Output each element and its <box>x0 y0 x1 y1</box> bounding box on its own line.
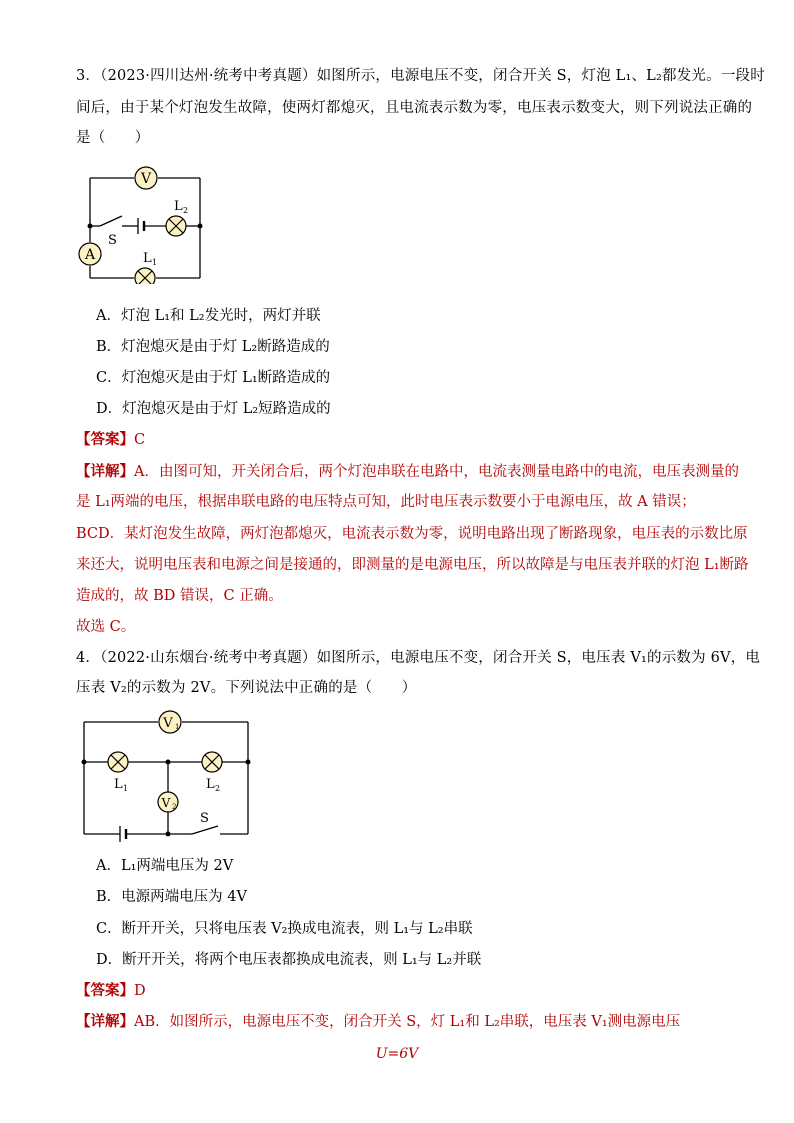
q3-option-d: D．灯泡熄灭是由于灯 L₂短路造成的 <box>96 401 331 417</box>
q3-circuit-diagram <box>72 158 212 284</box>
lamp-l2-sub: 2 <box>183 206 189 215</box>
q3-option-b: B．灯泡熄灭是由于灯 L₂断路造成的 <box>96 339 330 355</box>
q3-detail-line-6: 故选 C。 <box>76 619 136 635</box>
q4-stem-line-1: 4．（2022·山东烟台·统考中考真题）如图所示，电源电压不变，闭合开关 S，电压表 V₁的示数为 6V，电 <box>76 650 761 666</box>
q3-detail-tag: 【详解】 <box>76 463 134 480</box>
q3-detail-text-1: A．由图可知，开关闭合后，两个灯泡串联在电路中，电流表测量电路中的电流，电压表测量的 <box>134 464 739 480</box>
lamp-l2-label: L <box>174 199 183 214</box>
q4-detail-tag: 【详解】 <box>76 1013 134 1030</box>
v2-label: V <box>161 796 171 810</box>
q4-answer-tag: 【答案】 <box>76 982 134 999</box>
lamp-l2-icon <box>166 216 186 236</box>
q4-detail-line-1 <box>76 1012 680 1032</box>
q4-answer-value: D <box>134 983 146 999</box>
lamp-l2-label: L <box>206 777 215 792</box>
ammeter-icon <box>79 243 101 265</box>
q3-detail-line-5: 造成的，故 BD 错误，C 正确。 <box>76 588 283 604</box>
q3-stem-line-3: 是（ ） <box>76 130 150 146</box>
q4-detail-text-1: AB．如图所示，电源电压不变，闭合开关 S，灯 L₁和 L₂串联，电压表 V₁测电源电压 <box>134 1014 681 1030</box>
voltmeter-v2-icon <box>158 792 178 812</box>
v1-sub: 1 <box>175 723 180 731</box>
lamp-l1-label: L <box>143 251 152 266</box>
lamp-l2-sub: 2 <box>215 784 221 793</box>
q3-stem-line-2: 间后，由于某个灯泡发生故障，使两灯都熄灭，且电流表示数为零，电压表示数变大，则下列说法正确的 <box>76 100 753 116</box>
q3-option-a: A．灯泡 L₁和 L₂发光时，两灯并联 <box>96 308 321 324</box>
q4-stem-line-2: 压表 V₂的示数为 2V。下列说法中正确的是（ ） <box>76 680 417 696</box>
q4-option-a: A．L₁两端电压为 2V <box>96 858 234 874</box>
voltmeter-icon <box>135 167 157 189</box>
q3-answer-tag: 【答案】 <box>76 431 134 448</box>
lamp-l1-icon <box>135 268 155 284</box>
voltmeter-v1-icon <box>159 711 181 733</box>
voltmeter-label: V <box>140 171 152 187</box>
switch-label: S <box>108 233 117 248</box>
lamp-l2-icon <box>202 752 222 772</box>
switch-label: S <box>200 811 209 826</box>
q4-circuit-diagram <box>72 706 258 842</box>
q4-option-d: D．断开开关，将两个电压表都换成电流表，则 L₁与 L₂并联 <box>96 952 482 968</box>
lamp-l1-icon <box>108 752 128 772</box>
q4-formula: U=6V <box>375 1046 419 1062</box>
q3-detail-line-1 <box>76 462 739 482</box>
q4-option-b: B．电源两端电压为 4V <box>96 889 247 905</box>
lamp-l1-sub: 1 <box>152 258 158 267</box>
q3-answer-value: C <box>134 432 146 448</box>
q3-detail-line-4: 来还大，说明电压表和电源之间是接通的，即测量的是电源电压，所以故障是与电压表并联的灯泡 L₁断路 <box>76 557 749 573</box>
q3-detail-line-3: BCD．某灯泡发生故障，两灯泡都熄灭，电流表示数为零，说明电路出现了断路现象，电压表的示数比原 <box>76 526 748 542</box>
q4-option-c: C．断开开关，只将电压表 V₂换成电流表，则 L₁与 L₂串联 <box>96 921 473 937</box>
q3-detail-line-2: 是 L₁两端的电压，根据串联电路的电压特点可知，此时电压表示数要小于电源电压，故 A 错误； <box>76 494 696 510</box>
q4-answer-row <box>76 981 146 1001</box>
v2-sub: 2 <box>172 803 177 811</box>
ammeter-label: A <box>84 247 96 263</box>
lamp-l1-label: L <box>114 777 123 792</box>
lamp-l1-sub: 1 <box>123 784 129 793</box>
v1-label: V <box>163 716 173 731</box>
q3-option-c: C．灯泡熄灭是由于灯 L₁断路造成的 <box>96 370 331 386</box>
q3-stem-line-1: 3．（2023·四川达州·统考中考真题）如图所示，电源电压不变，闭合开关 S，灯泡 L₁、L₂都发光。一段时 <box>76 68 765 84</box>
q3-answer-row <box>76 430 145 450</box>
